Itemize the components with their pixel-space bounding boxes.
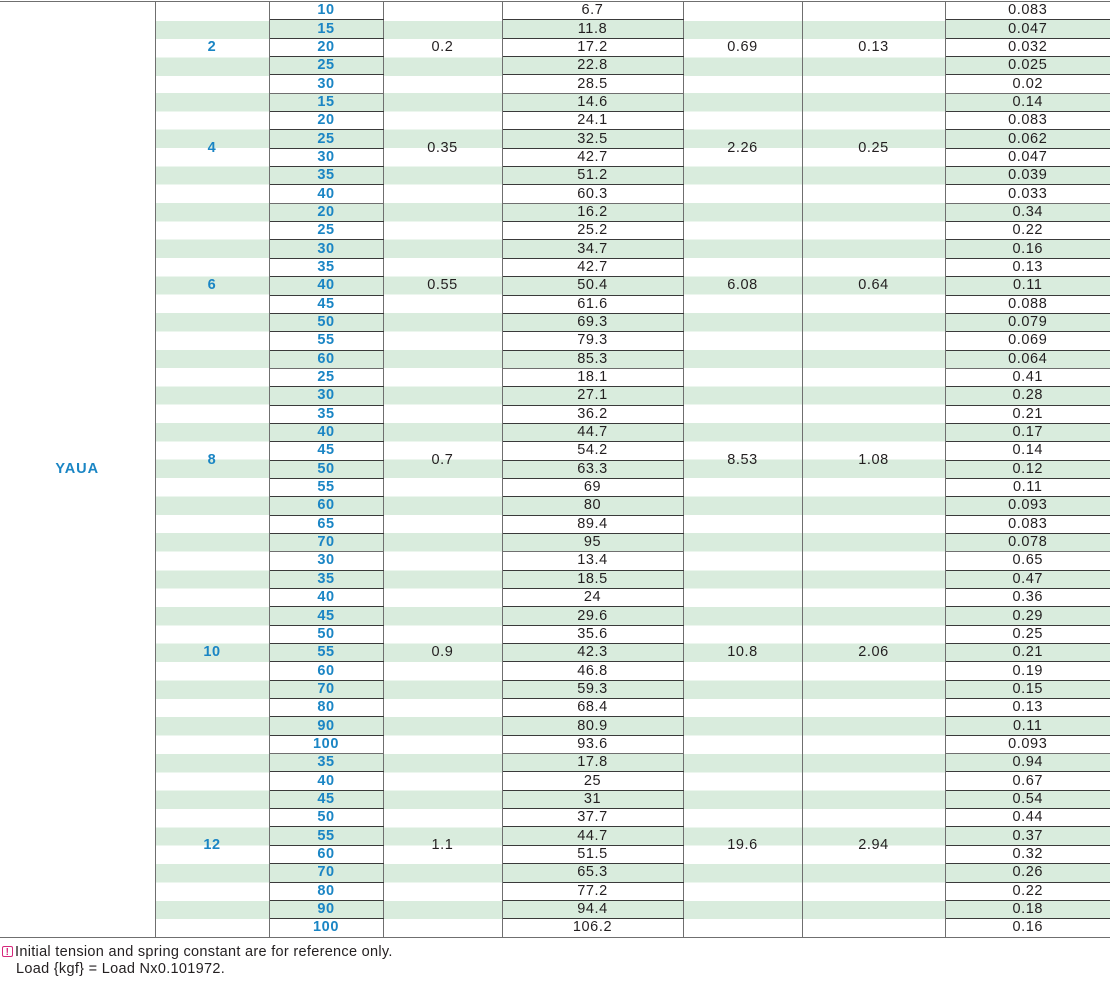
length-cell: 35 <box>269 570 383 588</box>
value-cell: 0.94 <box>945 754 1110 772</box>
value-cell: 0.16 <box>945 240 1110 258</box>
diameter-cell: 2 <box>155 2 269 94</box>
value-cell: 0.41 <box>945 368 1110 386</box>
length-cell: 50 <box>269 625 383 643</box>
footnote-text-1: Initial tension and spring constant are for reference only. <box>15 944 393 960</box>
value-cell: 0.11 <box>945 277 1110 295</box>
value-cell: 0.28 <box>945 387 1110 405</box>
value-cell: 0.02 <box>945 75 1110 93</box>
length-cell: 40 <box>269 423 383 441</box>
length-cell: 35 <box>269 754 383 772</box>
value-cell: 0.062 <box>945 130 1110 148</box>
load-cell: 34.7 <box>502 240 683 258</box>
initial-tension-cell: 2.06 <box>802 552 945 754</box>
length-cell: 60 <box>269 350 383 368</box>
load-cell: 42.3 <box>502 644 683 662</box>
length-cell: 25 <box>269 57 383 75</box>
value-cell: 0.36 <box>945 589 1110 607</box>
load-cell: 13.4 <box>502 552 683 570</box>
length-cell: 70 <box>269 864 383 882</box>
diameter-cell: 10 <box>155 552 269 754</box>
value-cell: 0.11 <box>945 478 1110 496</box>
spring-constant-cell: 0.69 <box>683 2 802 94</box>
length-cell: 30 <box>269 148 383 166</box>
length-cell: 45 <box>269 790 383 808</box>
length-cell: 20 <box>269 112 383 130</box>
value-cell: 0.064 <box>945 350 1110 368</box>
value-cell: 0.088 <box>945 295 1110 313</box>
wire-diameter-cell: 0.2 <box>383 2 502 94</box>
load-cell: 63.3 <box>502 460 683 478</box>
load-cell: 61.6 <box>502 295 683 313</box>
spring-constant-cell: 19.6 <box>683 754 802 937</box>
load-cell: 85.3 <box>502 350 683 368</box>
load-cell: 27.1 <box>502 387 683 405</box>
value-cell: 0.22 <box>945 882 1110 900</box>
wire-diameter-cell: 0.9 <box>383 552 502 754</box>
length-cell: 30 <box>269 552 383 570</box>
value-cell: 0.13 <box>945 699 1110 717</box>
load-cell: 28.5 <box>502 75 683 93</box>
length-cell: 20 <box>269 203 383 221</box>
length-cell: 50 <box>269 460 383 478</box>
value-cell: 0.54 <box>945 790 1110 808</box>
load-cell: 25.2 <box>502 222 683 240</box>
load-cell: 14.6 <box>502 93 683 111</box>
length-cell: 20 <box>269 38 383 56</box>
value-cell: 0.65 <box>945 552 1110 570</box>
load-cell: 94.4 <box>502 900 683 918</box>
value-cell: 0.12 <box>945 460 1110 478</box>
value-cell: 0.047 <box>945 148 1110 166</box>
footnotes <box>2 944 393 978</box>
value-cell: 0.19 <box>945 662 1110 680</box>
value-cell: 0.29 <box>945 607 1110 625</box>
length-cell: 25 <box>269 130 383 148</box>
load-cell: 17.8 <box>502 754 683 772</box>
length-cell: 35 <box>269 258 383 276</box>
load-cell: 77.2 <box>502 882 683 900</box>
value-cell: 0.047 <box>945 20 1110 38</box>
load-cell: 46.8 <box>502 662 683 680</box>
value-cell: 0.033 <box>945 185 1110 203</box>
length-cell: 50 <box>269 809 383 827</box>
length-cell: 45 <box>269 607 383 625</box>
value-cell: 0.21 <box>945 405 1110 423</box>
diameter-cell: 12 <box>155 754 269 937</box>
value-cell: 0.21 <box>945 644 1110 662</box>
table-row <box>0 2 1110 20</box>
diameter-cell: 4 <box>155 93 269 203</box>
value-cell: 0.16 <box>945 919 1110 937</box>
length-cell: 30 <box>269 75 383 93</box>
load-cell: 69 <box>502 478 683 496</box>
load-cell: 18.5 <box>502 570 683 588</box>
load-cell: 51.2 <box>502 167 683 185</box>
value-cell: 0.32 <box>945 845 1110 863</box>
initial-tension-cell: 2.94 <box>802 754 945 937</box>
load-cell: 80.9 <box>502 717 683 735</box>
load-cell: 89.4 <box>502 515 683 533</box>
load-cell: 16.2 <box>502 203 683 221</box>
value-cell: 0.14 <box>945 442 1110 460</box>
load-cell: 60.3 <box>502 185 683 203</box>
load-cell: 18.1 <box>502 368 683 386</box>
length-cell: 80 <box>269 882 383 900</box>
length-cell: 90 <box>269 900 383 918</box>
value-cell: 0.083 <box>945 515 1110 533</box>
diameter-cell: 8 <box>155 368 269 551</box>
spring-constant-cell: 6.08 <box>683 203 802 368</box>
value-cell: 0.032 <box>945 38 1110 56</box>
length-cell: 45 <box>269 442 383 460</box>
value-cell: 0.093 <box>945 735 1110 753</box>
value-cell: 0.025 <box>945 57 1110 75</box>
length-cell: 30 <box>269 387 383 405</box>
load-cell: 50.4 <box>502 277 683 295</box>
length-cell: 70 <box>269 680 383 698</box>
load-cell: 93.6 <box>502 735 683 753</box>
length-cell: 45 <box>269 295 383 313</box>
length-cell: 55 <box>269 644 383 662</box>
value-cell: 0.11 <box>945 717 1110 735</box>
wire-diameter-cell: 0.7 <box>383 368 502 551</box>
length-cell: 40 <box>269 185 383 203</box>
load-cell: 54.2 <box>502 442 683 460</box>
table-row <box>0 203 1110 221</box>
load-cell: 79.3 <box>502 332 683 350</box>
diameter-cell: 6 <box>155 203 269 368</box>
value-cell: 0.17 <box>945 423 1110 441</box>
initial-tension-cell: 0.25 <box>802 93 945 203</box>
length-cell: 55 <box>269 332 383 350</box>
value-cell: 0.22 <box>945 222 1110 240</box>
value-cell: 0.25 <box>945 625 1110 643</box>
load-cell: 24.1 <box>502 112 683 130</box>
wire-diameter-cell: 0.55 <box>383 203 502 368</box>
initial-tension-cell: 1.08 <box>802 368 945 551</box>
load-cell: 59.3 <box>502 680 683 698</box>
warning-icon: ! <box>2 946 13 957</box>
load-cell: 35.6 <box>502 625 683 643</box>
value-cell: 0.15 <box>945 680 1110 698</box>
length-cell: 35 <box>269 167 383 185</box>
value-cell: 0.34 <box>945 203 1110 221</box>
load-cell: 37.7 <box>502 809 683 827</box>
length-cell: 15 <box>269 93 383 111</box>
footnote-1 <box>2 944 393 961</box>
load-cell: 25 <box>502 772 683 790</box>
load-cell: 32.5 <box>502 130 683 148</box>
value-cell: 0.079 <box>945 313 1110 331</box>
value-cell: 0.67 <box>945 772 1110 790</box>
length-cell: 40 <box>269 277 383 295</box>
length-cell: 35 <box>269 405 383 423</box>
length-cell: 25 <box>269 222 383 240</box>
value-cell: 0.093 <box>945 497 1110 515</box>
length-cell: 40 <box>269 589 383 607</box>
model-cell: YAUA <box>0 2 155 938</box>
length-cell: 60 <box>269 497 383 515</box>
length-cell: 30 <box>269 240 383 258</box>
length-cell: 90 <box>269 717 383 735</box>
load-cell: 44.7 <box>502 827 683 845</box>
table-row <box>0 368 1110 386</box>
length-cell: 100 <box>269 735 383 753</box>
load-cell: 22.8 <box>502 57 683 75</box>
length-cell: 50 <box>269 313 383 331</box>
load-cell: 42.7 <box>502 148 683 166</box>
length-cell: 60 <box>269 845 383 863</box>
value-cell: 0.37 <box>945 827 1110 845</box>
load-cell: 69.3 <box>502 313 683 331</box>
load-cell: 95 <box>502 533 683 551</box>
load-cell: 44.7 <box>502 423 683 441</box>
wire-diameter-cell: 1.1 <box>383 754 502 937</box>
value-cell: 0.14 <box>945 93 1110 111</box>
length-cell: 70 <box>269 533 383 551</box>
load-cell: 24 <box>502 589 683 607</box>
length-cell: 100 <box>269 919 383 937</box>
load-cell: 36.2 <box>502 405 683 423</box>
value-cell: 0.47 <box>945 570 1110 588</box>
length-cell: 80 <box>269 699 383 717</box>
spring-spec-table <box>0 1 1110 938</box>
length-cell: 55 <box>269 827 383 845</box>
value-cell: 0.26 <box>945 864 1110 882</box>
load-cell: 6.7 <box>502 2 683 20</box>
load-cell: 51.5 <box>502 845 683 863</box>
length-cell: 65 <box>269 515 383 533</box>
value-cell: 0.13 <box>945 258 1110 276</box>
table-row <box>0 552 1110 570</box>
value-cell: 0.083 <box>945 2 1110 20</box>
load-cell: 106.2 <box>502 919 683 937</box>
load-cell: 65.3 <box>502 864 683 882</box>
value-cell: 0.039 <box>945 167 1110 185</box>
load-cell: 11.8 <box>502 20 683 38</box>
load-cell: 42.7 <box>502 258 683 276</box>
table-row <box>0 93 1110 111</box>
load-cell: 80 <box>502 497 683 515</box>
length-cell: 10 <box>269 2 383 20</box>
wire-diameter-cell: 0.35 <box>383 93 502 203</box>
value-cell: 0.083 <box>945 112 1110 130</box>
load-cell: 31 <box>502 790 683 808</box>
length-cell: 15 <box>269 20 383 38</box>
load-cell: 29.6 <box>502 607 683 625</box>
spring-constant-cell: 8.53 <box>683 368 802 551</box>
length-cell: 55 <box>269 478 383 496</box>
table-row <box>0 754 1110 772</box>
value-cell: 0.18 <box>945 900 1110 918</box>
length-cell: 40 <box>269 772 383 790</box>
value-cell: 0.069 <box>945 332 1110 350</box>
length-cell: 60 <box>269 662 383 680</box>
load-cell: 68.4 <box>502 699 683 717</box>
value-cell: 0.078 <box>945 533 1110 551</box>
footnote-2: Load {kgf} = Load Nx0.101972. <box>16 961 226 977</box>
load-cell: 17.2 <box>502 38 683 56</box>
length-cell: 25 <box>269 368 383 386</box>
initial-tension-cell: 0.64 <box>802 203 945 368</box>
initial-tension-cell: 0.13 <box>802 2 945 94</box>
spring-constant-cell: 10.8 <box>683 552 802 754</box>
value-cell: 0.44 <box>945 809 1110 827</box>
spring-constant-cell: 2.26 <box>683 93 802 203</box>
